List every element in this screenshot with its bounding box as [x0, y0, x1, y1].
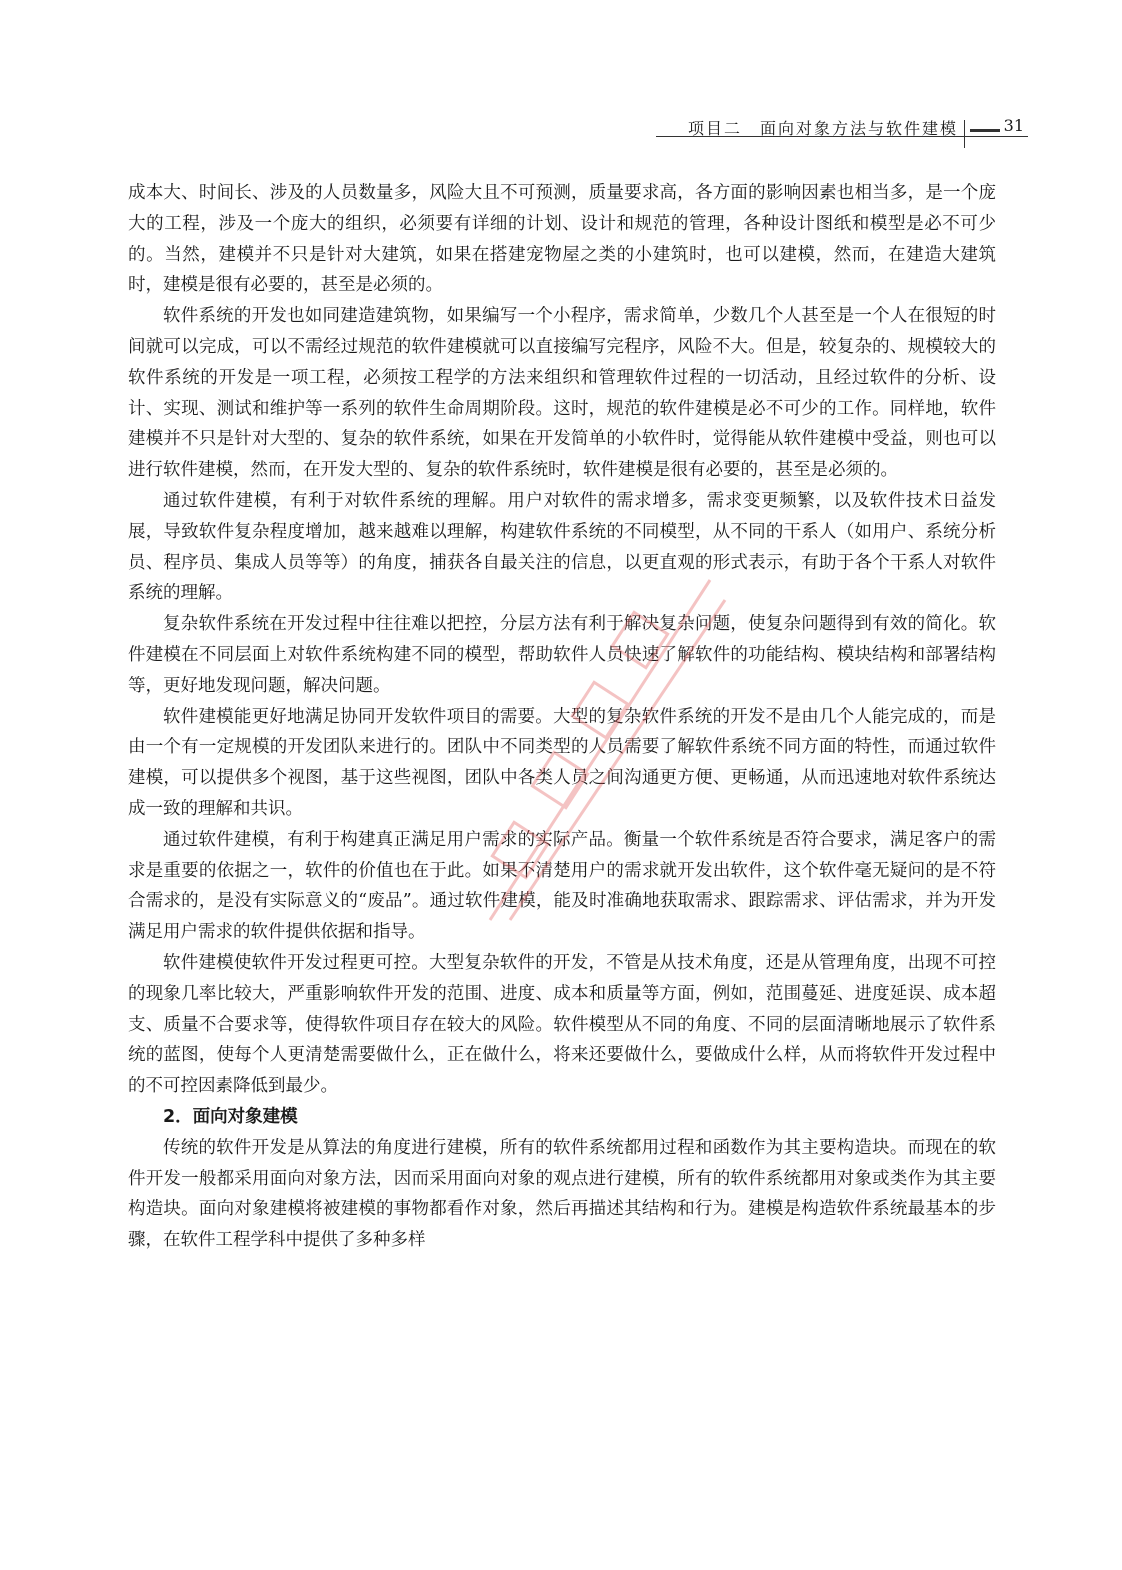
paragraph: 软件系统的开发也如同建造建筑物，如果编写一个小程序，需求简单，少数几个人甚至是一个人在很短的时间就可以完成，可以不需经过规范的软件建模就可以直接编写完程序，风险不大。但是，较复杂的、规模较大的软件系统的开发是一项工程，必须按工程学的方法来组织和管理软件过程的一切活动，且经过软件的分析、设计、实现、测试和维护等一系列的软件生命周期阶段。这时，规范的软件建模是必不可少的工作。同样地，软件建模并不只是针对大型的、复杂的软件系统，如果在开发简单的小软件时，觉得能从软件建模中受益，则也可以进行软件建模，然而，在开发大型的、复杂的软件系统时，软件建模是很有必要的，甚至是必须的。	[128, 306, 996, 481]
paragraph: 通过软件建模，有利于对软件系统的理解。用户对软件的需求增多，需求变更频繁，以及软件技术日益发展，导致软件复杂程度增加，越来越难以理解，构建软件系统的不同模型，从不同的干系人（如用户、系统分析员、程序员、集成人员等等）的角度，捕获各自最关注的信息，以更直观的形式表示，有助于各个干系人对软件系统的理解。	[128, 490, 996, 604]
paragraph: 软件建模能更好地满足协同开发软件项目的需要。大型的复杂软件系统的开发不是由几个人能完成的，而是由一个有一定规模的开发团队来进行的。团队中不同类型的人员需要了解软件系统不同方面的特性，而通过软件建模，可以提供多个视图，基于这些视图，团队中各类人员之间沟通更方便、更畅通，从而迅速地对软件系统达成一致的理解和共识。	[128, 706, 996, 819]
paragraph: 复杂软件系统在开发过程中往往难以把控，分层方法有利于解决复杂问题，使复杂问题得到有效的简化。软件建模在不同层面上对软件系统构建不同的模型，帮助软件人员快速了解软件的功能结构、模块结构和部署结构等，更好地发现问题，解决问题。	[128, 614, 996, 696]
page-number: 31	[1003, 116, 1024, 135]
paragraph: 成本大、时间长、涉及的人员数量多，风险大且不可预测，质量要求高，各方面的影响因素也相当多，是一个庞大的工程，涉及一个庞大的组织，必须要有详细的计划、设计和规范的管理，各种设计图纸和模型是必不可少的。当然，建模并不只是针对大建筑，如果在搭建宠物屋之类的小建筑时，也可以建模，然而，在建造大建筑时，建模是很有必要的，甚至是必须的。	[128, 183, 996, 296]
section-heading: 2．面向对象建模	[163, 1106, 298, 1127]
paragraph: 传统的软件开发是从算法的角度进行建模，所有的软件系统都用过程和函数作为其主要构造块。而现在的软件开发一般都采用面向对象方法，因而采用面向对象的观点进行建模，所有的软件系统都用对象或类作为其主要构造块。面向对象建模将被建模的事物都看作对象，然后再描述其结构和行为。建模是构造软件系统最基本的步骤，在软件工程学科中提供了多种多样	[128, 1137, 996, 1251]
page-body	[128, 178, 996, 1256]
running-header	[656, 112, 1028, 140]
header-rule	[656, 136, 1028, 137]
header-bar	[970, 129, 1000, 132]
paragraph: 通过软件建模，有利于构建真正满足用户需求的实际产品。衡量一个软件系统是否符合要求，满足客户的需求是重要的依据之一，软件的价值也在于此。如果不清楚用户的需求就开发出软件，这个软件毫无疑问的是不符合需求的，是没有实际意义的“废品”。通过软件建模，能及时准确地获取需求、跟踪需求、评估需求，并为开发满足用户需求的软件提供依据和指导。	[128, 829, 996, 943]
paragraph: 软件建模使软件开发过程更可控。大型复杂软件的开发，不管是从技术角度，还是从管理角度，出现不可控的现象几率比较大，严重影响软件开发的范围、进度、成本和质量等方面，例如，范围蔓延、进度延误、成本超支、质量不合要求等，使得软件项目存在较大的风险。软件模型从不同的角度、不同的层面清晰地展示了软件系统的蓝图，使每个人更清楚需要做什么，正在做什么，将来还要做什么，要做成什么样，从而将软件开发过程中的不可控因素降低到最少。	[128, 952, 996, 1097]
header-title: 项目二 面向对象方法与软件建模	[687, 119, 958, 138]
header-tick	[964, 120, 965, 148]
